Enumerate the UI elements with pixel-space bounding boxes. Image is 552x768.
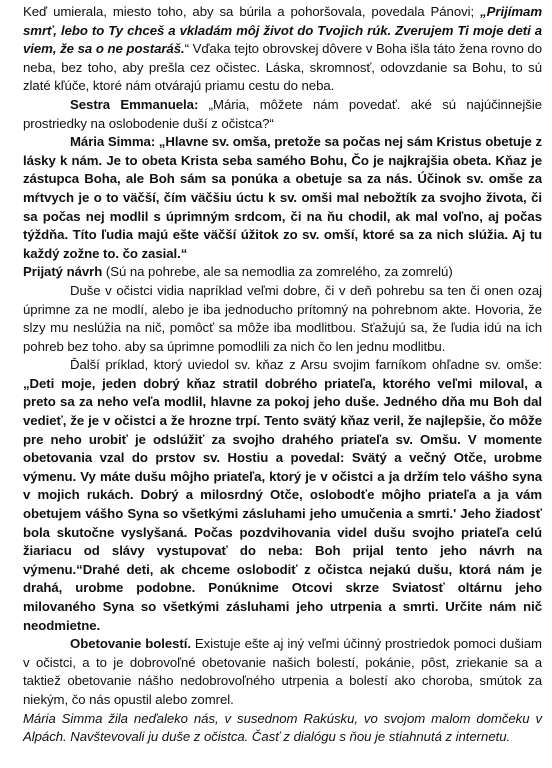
paragraph-offering-pain — [23, 635, 542, 709]
paragraph-funeral: Duše v očistci vidia napríklad veľmi dobre, či v deň pohrebu sa ten či onen ozaj úprimne za ne modlí, alebo je iba jednoducho prítomný na pohrebnom akte. Hovoria, že slzy mu neslúžia na nič, pomôcť sa môže iba modlitbou. Sťažujú sa, že ľudia idú na ich pohreb bez toho. aby sa úprimne pomodlili za nich čo len jednu modlitbu. — [23, 282, 542, 354]
paragraph-example — [23, 356, 542, 635]
answer-text: „Hlavne sv. omša, pretože sa počas nej sám Kristus obetuje z lásky k nám. Je to obeta Krista seba samého Bohu, Čo je najkrajšia obeta. Kňaz je zástupca Boha, ale Boh sám sa ponúka a obetuje sa za nás. Účinok sv. omše za mŕtvych je o to väčší, čím väčšiu úctu k sv. omši mal nebožtík za svojho života, či sa počas nej modlil s úprimným srdcom, či na ňu chodil, ak mal voľno, aj počas týždňa. Títo ľudia majú ešte väčší úžitok zo sv. omší, ktoré sa za nich slúžia. Aj tu každý zožne to. čo zasial.“ — [23, 134, 542, 261]
speaker-name: Sestra Emmanuela: — [70, 96, 199, 112]
section-heading: Prijatý návrh — [23, 264, 103, 280]
paragraph-text: “ Vďaka tejto obrovskej dôvere v Boha išla táto žena rovno do neba, bez toho, aby prešla cez očistec. Láska, skromnosť, odovzdanie sa Bohu, to sú zlaté kľúče, ktoré nám otvárajú priamu cestu do neba. — [23, 41, 542, 94]
prayer-quote: „Prijímam smrť, lebo to Ty chceš a vkladám môj život do Tvojich rúk. Zverujem Ti moje deti a viem, že sa o ne postaráš. — [23, 4, 542, 57]
section-note: (Sú na pohrebe, ale sa nemodlia za zomrelého, za zomrelú) — [102, 264, 453, 280]
section-heading: Obetovanie bolestí. — [70, 636, 191, 652]
question-paragraph — [23, 96, 542, 133]
answer-paragraph — [23, 133, 542, 263]
speaker-name: Mária Simma: — [70, 134, 156, 150]
example-intro: Ďalší príklad, ktorý uviedol sv. kňaz z Arsu svojim farníkom ohľadne sv. omše: — [70, 357, 542, 373]
paragraph-death-trust — [23, 3, 542, 96]
section-heading-proposal — [23, 263, 542, 282]
question-text: „Mária, môžete nám povedať. aké sú najúčinnejšie prostriedky na oslobodenie duší z očistca?“ — [23, 96, 542, 131]
priest-quote: „Deti moje, jeden dobrý kňaz stratil dobrého priateľa, ktorého veľmi miloval, a preto sa za neho veľa modlil, hlavne za pokoj jeho duše. Jedného dňa mu Boh dal vedieť, že je v očistci a že hrozne trpí. Tento svätý kňaz veril, že najlepšie, čo môže pre neho urobiť je odslúžiť za svojho drahého priateľa sv. Omšu. V momente obetovania vzal do prstov sv. Hostiu a povedal: Svätý a večný Otče, urobme výmenu. Vy máte dušu môjho priateľa, ktorý je v očistci a ja držím telo vášho syna v mojich rukách. Dobrý a milosrdný Otče, oslobodťe môjho priateľa a ja vám obetujem vášho Syna so všetkými zásluhami jeho umučenia a smrti.' Jeho žiadosť bola skutočne vyslyšaná. Počas pozdvihovania videl dušu svojho priateľa celú žiariacu od slávy vystupovať do neba: Boh prijal tento jeho návrh na výmenu.“Drahé deti, ak chceme oslobodiť z očistca nejakú dušu, ktorá nám je drahá, urobme podobne. Ponúknime Otcovi skrze Sviatosť oltárnu jeho milovaného Syna so všetkými zásluhami jeho utrpenia a smrti. Určite nám nič neodmietne. — [23, 375, 542, 633]
paragraph-text: Existuje ešte aj iný veľmi účinný prostriedok pomoci dušiam v očistci, a to je dobrovoľné obetovanie našich bolestí, pokánie, pôst, zriekanie sa a taktiež obetovanie nášho nedobrovoľného utrpenia a bolestí ako choroba, smútok za niekým, čo nás opustil alebo zomrel. — [23, 636, 542, 707]
paragraph-closing: Mária Simma žila neďaleko nás, v susednom Rakúsku, vo svojom malom domčeku v Alpách. Navštevovali ju duše z očistca. Časť z dialógu s ňou je stiahnutá z internetu. — [23, 710, 542, 745]
paragraph-text: Keď umierala, miesto toho, aby sa búrila a pohoršovala, povedala Pánovi; — [23, 4, 481, 19]
